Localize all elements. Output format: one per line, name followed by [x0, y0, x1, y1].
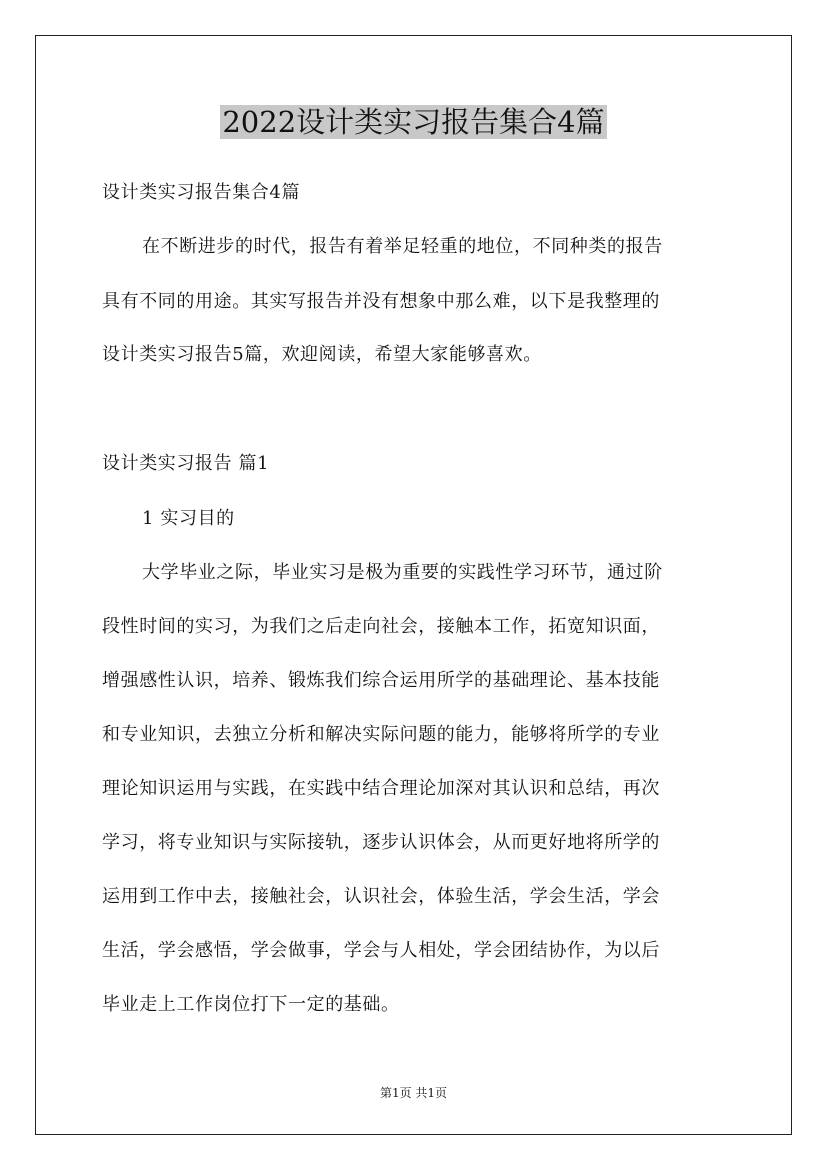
body-line-5: 理论知识运用与实践，在实践中结合理论加深对其认识和总结，再次 — [102, 778, 660, 799]
body-line-3: 增强感性认识，培养、锻炼我们综合运用所学的基础理论、基本技能 — [102, 670, 660, 691]
body-line-2: 段性时间的实习，为我们之后走向社会，接触本工作，拓宽知识面， — [102, 616, 660, 637]
subsection-heading: 1 实习目的 — [142, 508, 235, 529]
body-line-8: 生活，学会感悟，学会做事，学会与人相处，学会团结协作，为以后 — [102, 940, 660, 961]
body-line-6: 学习，将专业知识与实际接轨，逐步认识体会，从而更好地将所学的 — [102, 832, 660, 853]
body-line-7: 运用到工作中去，接触社会，认识社会，体验生活，学会生活，学会 — [102, 886, 660, 907]
section-heading: 设计类实习报告 篇1 — [102, 453, 270, 474]
body-line-9: 毕业走上工作岗位打下一定的基础。 — [102, 994, 400, 1015]
page-footer: 第1页 共1页 — [379, 1086, 448, 1100]
document-subtitle: 设计类实习报告集合4篇 — [102, 182, 301, 203]
document-title — [0, 100, 827, 144]
body-line-1: 大学毕业之际，毕业实习是极为重要的实践性学习环节，通过阶 — [142, 562, 663, 583]
intro-line-2: 具有不同的用途。其实写报告并没有想象中那么难，以下是我整理的 — [102, 291, 660, 312]
document-title-text: 2022设计类实习报告集合4篇 — [222, 105, 605, 139]
intro-line-3: 设计类实习报告5篇，欢迎阅读，希望大家能够喜欢。 — [102, 344, 542, 365]
intro-line-1: 在不断进步的时代，报告有着举足轻重的地位，不同种类的报告 — [142, 236, 663, 257]
body-line-4: 和专业知识，去独立分析和解决实际问题的能力，能够将所学的专业 — [102, 724, 660, 745]
